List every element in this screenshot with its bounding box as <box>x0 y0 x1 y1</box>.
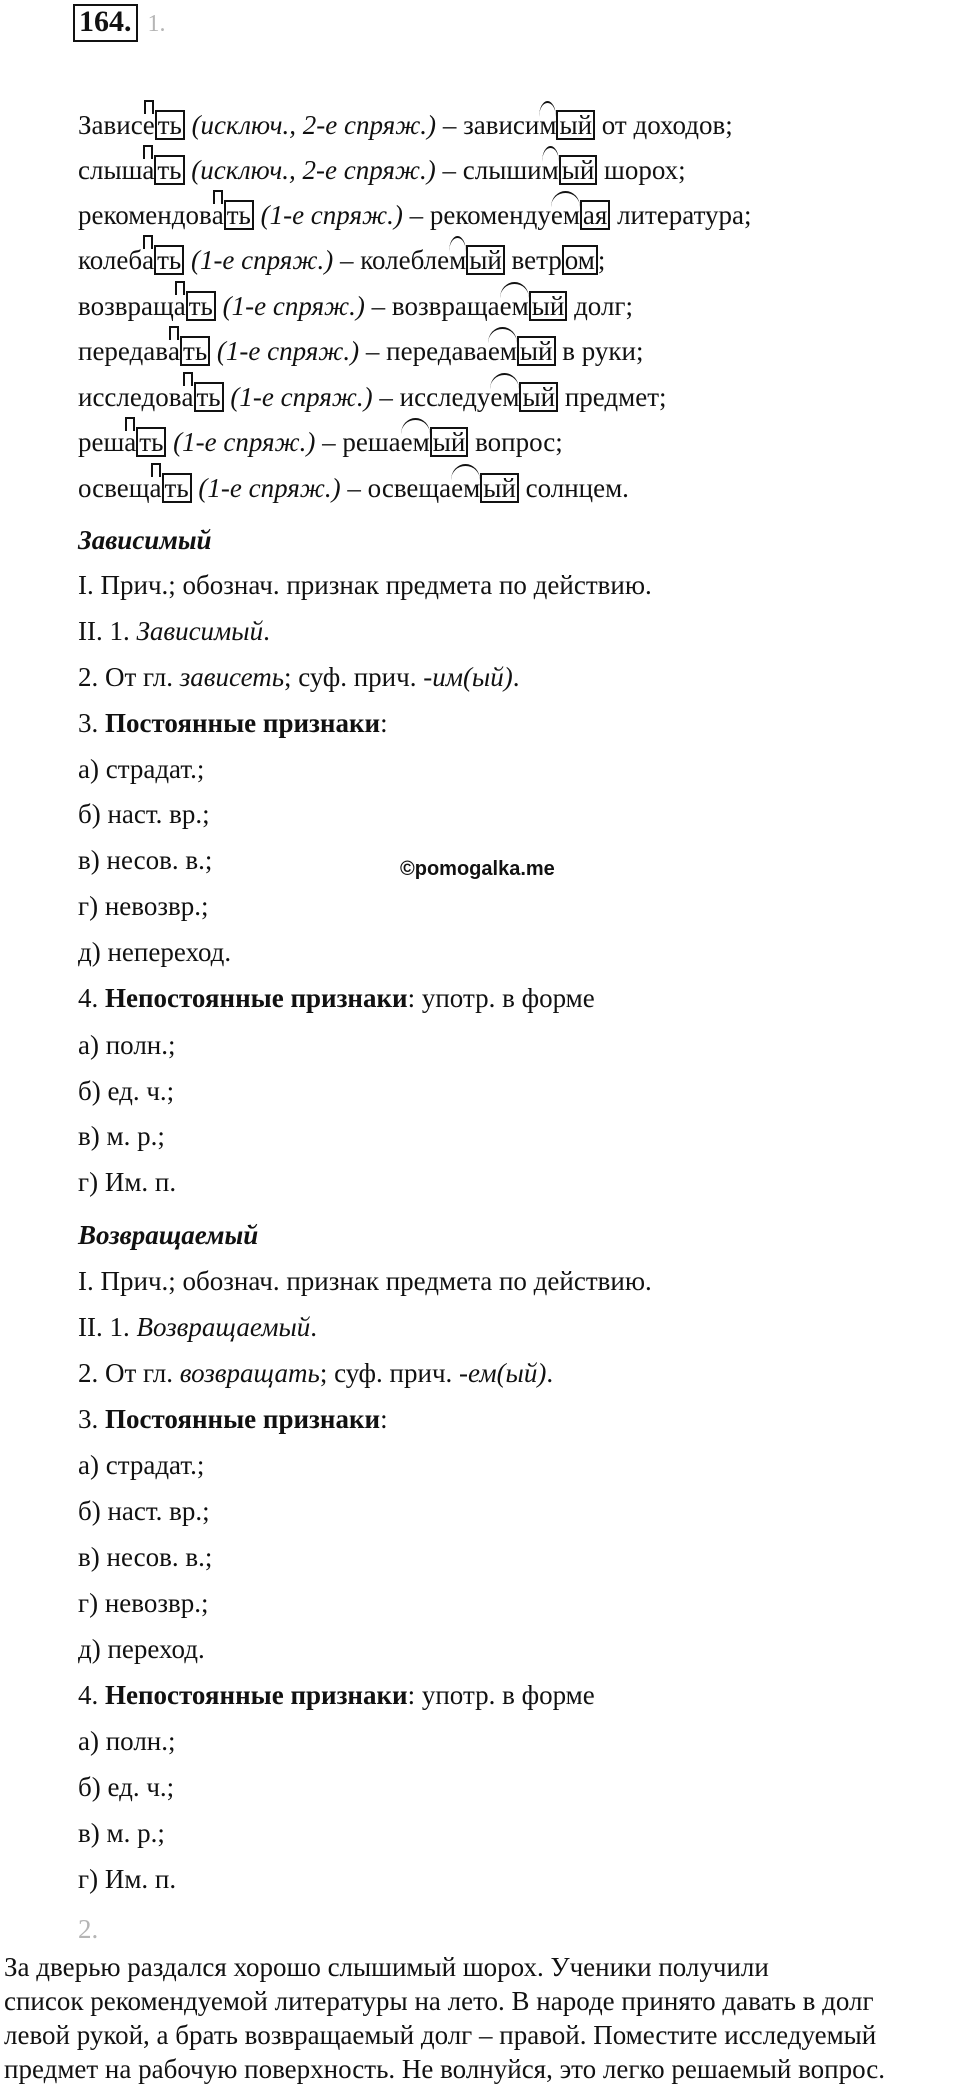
analysis-item: в) м. р.; <box>78 1818 165 1848</box>
analysis-word: возвращать <box>179 1358 320 1388</box>
verb-suffix: е <box>142 110 155 140</box>
verb-root: рекомендов <box>78 200 212 230</box>
analysis-word: зависеть <box>179 662 285 692</box>
analysis-item: в) м. р.; <box>78 1121 165 1151</box>
analysis-word: -ем(ый) <box>459 1358 547 1388</box>
phrase-text: долг; <box>567 291 633 321</box>
analysis-text: II. 1. <box>78 1312 137 1342</box>
paragraph-line: левой рукой, а брать возвращаемый долг – правой. Поместите исследуемый <box>4 2020 877 2050</box>
analysis-subheading: Постоянные признаки <box>105 1404 381 1434</box>
analysis-item: г) Им. п. <box>78 1167 177 1197</box>
pair-line <box>78 289 633 323</box>
part-1-label: 1. <box>147 11 166 37</box>
analysis-line <box>78 614 270 648</box>
phrase-text: в руки; <box>555 336 644 366</box>
dash: – <box>315 427 343 457</box>
dash: – <box>359 336 387 366</box>
analysis-text: 4. <box>78 1680 105 1710</box>
conjugation-note: (1-е спряж.) <box>198 473 341 503</box>
analysis-item: в) несов. в.; <box>78 845 213 875</box>
exercise-header <box>73 4 166 44</box>
part-2-paragraph <box>4 1950 952 2086</box>
dash: – <box>333 245 361 275</box>
analysis-text: : употр. в форме <box>407 983 595 1013</box>
analysis-item: г) невозвр.; <box>78 891 209 921</box>
participle-ending: ый <box>556 110 595 140</box>
analysis-text: ; суф. прич. <box>284 662 424 692</box>
analysis-text: : употр. в форме <box>407 1680 595 1710</box>
verb-root: Завис <box>78 110 143 140</box>
analysis-line <box>78 1678 595 1712</box>
participle-root: рекоменду <box>429 200 551 230</box>
verb-suffix: а <box>211 200 224 230</box>
participle-suffix: м <box>539 110 557 140</box>
analysis-line <box>78 1119 165 1153</box>
analysis-text: : <box>380 1404 388 1434</box>
verb-suffix: а <box>181 382 194 412</box>
analysis-text: 4. <box>78 983 105 1013</box>
participle-suffix: ем <box>487 336 517 366</box>
participle-ending: ый <box>559 155 598 185</box>
analysis-text: ; суф. прич. <box>319 1358 460 1388</box>
participle-root: освеща <box>367 473 452 503</box>
verb-root: реш <box>78 427 125 457</box>
verb-ending: ть <box>186 291 216 321</box>
analysis-line <box>78 1632 205 1666</box>
analysis-text: I. Прич.; обознач. признак предмета по действию. <box>78 570 652 600</box>
analysis-line <box>78 889 208 923</box>
analysis-line <box>78 1816 165 1850</box>
analysis-text: 3. <box>78 708 105 738</box>
conjugation-note: (1-е спряж.) <box>190 245 334 275</box>
verb-suffix: а <box>173 291 186 321</box>
phrase-text: вопрос; <box>468 427 563 457</box>
verb-ending: ть <box>180 336 210 366</box>
participle-root: колебле <box>360 245 450 275</box>
dash: – <box>364 291 392 321</box>
analysis-line <box>78 568 652 602</box>
participle-root: возвраща <box>391 291 500 321</box>
analysis-subheading: Непостоянные признаки <box>105 1680 408 1710</box>
participle-ending: ый <box>529 291 568 321</box>
pair-line <box>78 334 643 368</box>
pair-line <box>78 380 667 414</box>
verb-suffix: а <box>168 336 181 366</box>
analysis-item: б) наст. вр.; <box>78 799 210 829</box>
participle-root: зависи <box>463 110 540 140</box>
analysis-subheading: Постоянные признаки <box>105 708 381 738</box>
analysis-word: Зависимый <box>136 616 264 646</box>
analysis-heading <box>78 523 212 557</box>
analysis-line <box>78 1448 204 1482</box>
analysis-line <box>78 1862 176 1896</box>
analysis-line <box>78 935 231 969</box>
conjugation-note: (исключ., 2-е спряж.) <box>191 155 436 185</box>
analysis-item: б) ед. ч.; <box>78 1076 175 1106</box>
analysis-line <box>78 1724 176 1758</box>
analysis-title: Зависимый <box>78 525 212 555</box>
part-2-label: 2. <box>78 1914 99 1944</box>
analysis-line <box>78 843 212 877</box>
verb-ending: ть <box>155 110 185 140</box>
participle-root: передава <box>386 336 488 366</box>
phrase-text: солнцем. <box>518 473 629 503</box>
analysis-line <box>78 752 204 786</box>
analysis-line <box>78 1074 174 1108</box>
analysis-item: д) переход. <box>78 1634 205 1664</box>
verb-suffix: а <box>142 245 155 275</box>
participle-root: реша <box>342 427 401 457</box>
paragraph-line: предмет на рабочую поверхность. Не волнуйся, это легко решаемый вопрос. <box>4 2054 885 2084</box>
analysis-text: 2. От гл. <box>78 1358 180 1388</box>
analysis-text: I. Прич.; обознач. признак предмета по действию. <box>78 1266 652 1296</box>
verb-ending: ть <box>194 382 224 412</box>
verb-root: исследов <box>78 382 182 412</box>
analysis-item: а) полн.; <box>78 1726 176 1756</box>
noun-ending: ом <box>562 245 598 275</box>
phrase-text: предмет; <box>558 382 667 412</box>
pair-line <box>78 153 686 187</box>
pair-line <box>78 471 629 505</box>
analysis-text: . <box>512 662 520 692</box>
conjugation-note: (1-е спряж.) <box>230 382 373 412</box>
analysis-item: г) Им. п. <box>78 1864 177 1894</box>
analysis-text: . <box>546 1358 554 1388</box>
conjugation-note: (1-е спряж.) <box>173 427 316 457</box>
analysis-item: д) непереход. <box>78 937 232 967</box>
conjugation-note: (1-е спряж.) <box>260 200 403 230</box>
analysis-line <box>78 1356 553 1390</box>
verb-ending: ть <box>162 473 192 503</box>
participle-suffix: ем <box>499 291 529 321</box>
phrase-text: литература; <box>610 200 752 230</box>
paragraph-line: список рекомендуемой литературы на лето. В народе принято давать в долг <box>4 1986 874 2016</box>
participle-ending: ый <box>480 473 519 503</box>
dash: – <box>340 473 368 503</box>
participle-ending: ый <box>430 427 469 457</box>
analysis-line <box>78 981 595 1015</box>
verb-suffix: а <box>124 427 137 457</box>
pair-line <box>78 108 733 142</box>
analysis-text: . <box>310 1312 318 1342</box>
dash: – <box>372 382 400 412</box>
verb-root: возвращ <box>78 291 174 321</box>
participle-suffix: ем <box>550 200 580 230</box>
analysis-line <box>78 1028 176 1062</box>
conjugation-note: (1-е спряж.) <box>216 336 360 366</box>
participle-suffix: м <box>449 245 467 275</box>
dash: – <box>402 200 430 230</box>
pair-line <box>78 198 752 232</box>
analysis-line <box>78 660 519 694</box>
analysis-line <box>78 1494 210 1528</box>
participle-suffix: ем <box>490 382 520 412</box>
dash: – <box>435 155 463 185</box>
verb-ending: ть <box>136 427 166 457</box>
analysis-heading <box>78 1218 258 1252</box>
analysis-item: г) невозвр.; <box>78 1588 209 1618</box>
conjugation-note: (исключ., 2-е спряж.) <box>191 110 437 140</box>
analysis-item: а) полн.; <box>78 1030 176 1060</box>
analysis-line <box>78 797 210 831</box>
paragraph-line: За дверью раздался хорошо слышимый шорох. Ученики получили <box>4 1952 769 1982</box>
participle-suffix: ем <box>400 427 430 457</box>
analysis-line <box>78 1165 176 1199</box>
analysis-text: II. 1. <box>78 616 137 646</box>
participle-suffix: ем <box>451 473 481 503</box>
verb-root: освещ <box>78 473 150 503</box>
verb-suffix: а <box>149 473 162 503</box>
participle-root: исследу <box>399 382 491 412</box>
verb-root: передав <box>78 336 169 366</box>
participle-ending: ый <box>466 245 505 275</box>
exercise-number: 164. <box>73 4 138 42</box>
analysis-line <box>78 1310 317 1344</box>
verb-root: колеб <box>78 245 143 275</box>
verb-ending: ть <box>154 245 184 275</box>
analysis-subheading: Непостоянные признаки <box>105 983 408 1013</box>
participle-ending: ая <box>580 200 610 230</box>
analysis-item: а) страдат.; <box>78 754 205 784</box>
dash: – <box>436 110 464 140</box>
analysis-line <box>78 1770 174 1804</box>
analysis-text: : <box>380 708 388 738</box>
phrase-text: ветр <box>504 245 562 275</box>
watermark: ©pomogalka.me <box>400 858 555 880</box>
verb-ending: ть <box>224 200 254 230</box>
phrase-text: от доходов; <box>595 110 733 140</box>
analysis-line <box>78 706 388 740</box>
analysis-word: -им(ый) <box>423 662 513 692</box>
analysis-text: 2. От гл. <box>78 662 180 692</box>
participle-root: слыши <box>462 155 542 185</box>
participle-ending: ый <box>517 336 556 366</box>
analysis-line <box>78 1586 208 1620</box>
analysis-line <box>78 1402 388 1436</box>
analysis-item: б) ед. ч.; <box>78 1772 175 1802</box>
analysis-word: Возвращаемый <box>136 1312 311 1342</box>
analysis-text: 3. <box>78 1404 105 1434</box>
analysis-line <box>78 1540 212 1574</box>
conjugation-note: (1-е спряж.) <box>222 291 365 321</box>
pair-line <box>78 243 605 277</box>
analysis-item: в) несов. в.; <box>78 1542 213 1572</box>
participle-suffix: м <box>541 155 559 185</box>
phrase-text: шорох; <box>597 155 686 185</box>
analysis-line <box>78 1264 652 1298</box>
phrase-text: ; <box>597 245 606 275</box>
participle-ending: ый <box>519 382 558 412</box>
pair-line <box>78 425 563 459</box>
verb-suffix: а <box>142 155 155 185</box>
analysis-text: . <box>263 616 270 646</box>
verb-root: слыш <box>78 155 143 185</box>
analysis-item: а) страдат.; <box>78 1450 205 1480</box>
analysis-title: Возвращаемый <box>78 1220 259 1250</box>
verb-ending: ть <box>154 155 184 185</box>
analysis-item: б) наст. вр.; <box>78 1496 210 1526</box>
